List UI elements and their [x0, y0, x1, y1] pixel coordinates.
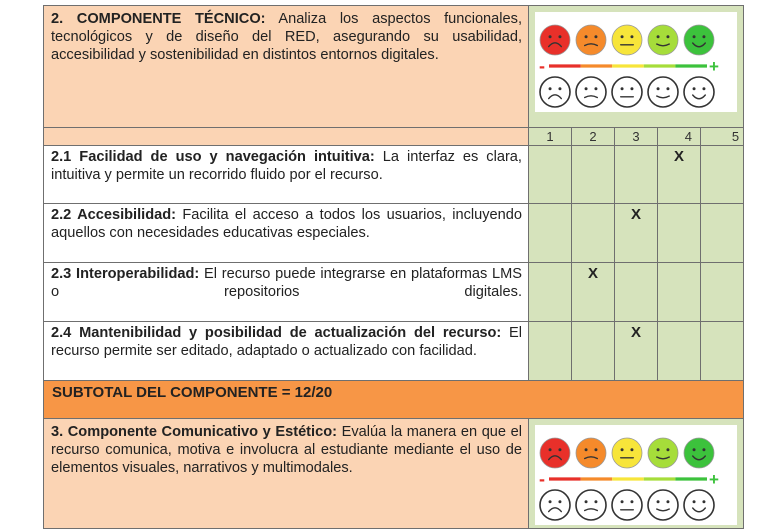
score-cell-3[interactable] — [615, 322, 658, 381]
plus-sign: + — [709, 57, 719, 76]
score-cell-1[interactable] — [529, 263, 572, 322]
rating-scale — [535, 425, 737, 525]
criterion-description — [44, 263, 529, 322]
section3-text: Evalúa la manera en que el recurso comunica, motiva e involucra al estudiante mediante el uso de elementos visuales, narrativos y multimodales. — [51, 424, 523, 476]
score-cell-4[interactable] — [658, 204, 701, 263]
score-number-2: 2 — [572, 128, 615, 146]
section2-title: 2. COMPONENTE TÉCNICO: — [51, 11, 266, 27]
minus-sign: - — [539, 56, 545, 76]
score-cell-5[interactable] — [701, 204, 744, 263]
section3-description — [44, 419, 529, 529]
rating-scale-graphic — [535, 12, 724, 112]
criterion-title: 2.2 Accesibilidad: — [51, 207, 177, 223]
section2-header-row — [44, 6, 744, 128]
colored-face-icon — [612, 438, 642, 468]
evaluation-rubric — [43, 5, 743, 513]
score-cell-2[interactable] — [572, 263, 615, 322]
criterion-description — [44, 146, 529, 204]
outline-face-icon — [576, 77, 606, 107]
score-mark: X — [673, 148, 684, 165]
subtotal-label: SUBTOTAL DEL COMPONENTE = 12/20 — [44, 381, 744, 419]
colored-face-icon — [540, 438, 570, 468]
section2-scale-cell — [529, 6, 744, 128]
score-number-5: 5 — [701, 128, 744, 146]
colored-face-icon — [576, 438, 606, 468]
score-number-3: 3 — [615, 128, 658, 146]
score-mark: X — [587, 265, 598, 282]
criterion-row — [44, 263, 744, 322]
criterion-title: 2.4 Mantenibilidad y posibilidad de actualización del recurso: — [51, 325, 502, 341]
score-mark: X — [630, 206, 641, 223]
outline-face-icon — [540, 490, 570, 520]
score-cell-5[interactable] — [701, 322, 744, 381]
colored-face-icon — [540, 25, 570, 55]
criterion-row — [44, 322, 744, 381]
colored-face-icon — [576, 25, 606, 55]
colored-face-icon — [612, 25, 642, 55]
score-cell-3[interactable] — [615, 263, 658, 322]
outline-face-icon — [576, 490, 606, 520]
score-cell-4[interactable] — [658, 146, 701, 204]
criterion-text: Facilita el acceso a todos los usuarios, incluyendo aquellos con necesidades educativas especiales. — [51, 207, 522, 241]
section3-scale-cell — [529, 419, 744, 529]
score-cell-1[interactable] — [529, 204, 572, 263]
score-mark: X — [630, 324, 641, 341]
score-number-1: 1 — [529, 128, 572, 146]
colored-face-icon — [648, 438, 678, 468]
score-cell-2[interactable] — [572, 322, 615, 381]
score-cell-2[interactable] — [572, 204, 615, 263]
plus-sign: + — [709, 470, 719, 489]
score-number-spacer — [44, 128, 529, 146]
rating-scale-graphic — [535, 425, 724, 525]
outline-face-icon — [612, 77, 642, 107]
section3-header-row — [44, 419, 744, 529]
score-cell-5[interactable] — [701, 146, 744, 204]
colored-face-icon — [684, 438, 714, 468]
criterion-text: El recurso permite ser editado, adaptado o actualizado con facilidad. — [51, 325, 523, 359]
minus-sign: - — [539, 469, 545, 489]
colored-face-icon — [648, 25, 678, 55]
outline-face-icon — [612, 490, 642, 520]
section2-text: Analiza los aspectos funcionales, tecnológicos y de diseño del RED, asegurando su usabilidad, accesibilidad y sostenibilidad en distintos entornos digitales. — [51, 11, 522, 63]
outline-face-icon — [648, 77, 678, 107]
subtotal-row — [44, 381, 744, 419]
outline-face-icon — [648, 490, 678, 520]
criterion-row — [44, 204, 744, 263]
criterion-title: 2.3 Interoperabilidad: — [51, 266, 200, 282]
colored-face-icon — [684, 25, 714, 55]
section2-description — [44, 6, 529, 128]
criterion-description — [44, 204, 529, 263]
score-cell-5[interactable] — [701, 263, 744, 322]
score-cell-1[interactable] — [529, 146, 572, 204]
score-cell-4[interactable] — [658, 322, 701, 381]
score-cell-2[interactable] — [572, 146, 615, 204]
section3-title: 3. Componente Comunicativo y Estético: — [51, 424, 337, 440]
criterion-title: 2.1 Facilidad de uso y navegación intuitiva: — [51, 149, 375, 165]
outline-face-icon — [540, 77, 570, 107]
score-cell-4[interactable] — [658, 263, 701, 322]
criterion-description — [44, 322, 529, 381]
rubric-table — [43, 5, 744, 529]
rating-scale — [535, 12, 737, 112]
score-number-4: 4 — [658, 128, 701, 146]
outline-face-icon — [684, 490, 714, 520]
outline-face-icon — [684, 77, 714, 107]
criterion-row — [44, 146, 744, 204]
score-cell-1[interactable] — [529, 322, 572, 381]
score-number-row — [44, 128, 744, 146]
score-cell-3[interactable] — [615, 204, 658, 263]
criterion-text: El recurso puede integrarse en plataformas LMS o repositorios digitales. — [51, 266, 523, 300]
criterion-text: La interfaz es clara, intuitiva y permite un recorrido fluido por el recurso. — [51, 149, 522, 183]
score-cell-3[interactable] — [615, 146, 658, 204]
